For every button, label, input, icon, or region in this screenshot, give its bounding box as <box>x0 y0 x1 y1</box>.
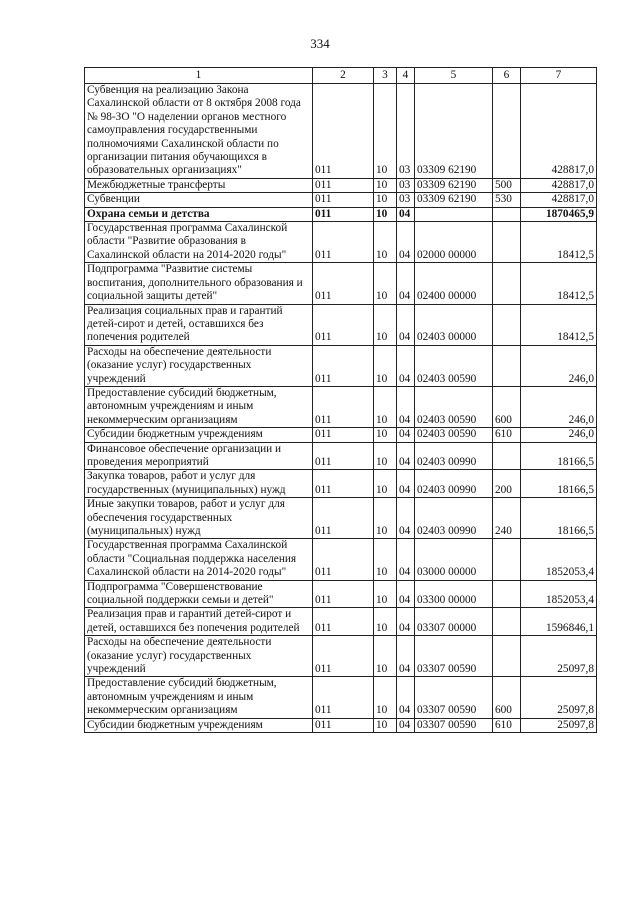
row-name: Расходы на обеспечение деятельности (оказание услуг) государственных учреждений <box>85 345 313 386</box>
table-row <box>85 636 597 677</box>
column-header-2: 2 <box>313 68 374 84</box>
row-expense-type <box>493 580 521 608</box>
column-header-6: 6 <box>493 68 521 84</box>
row-name: Реализация прав и гарантий детей-сирот и детей, оставшихся без попечения родителей <box>85 608 313 636</box>
table-row <box>85 386 597 427</box>
row-subsection-code: 03 <box>397 84 415 179</box>
row-expense-type <box>493 636 521 677</box>
row-subsection-code: 04 <box>397 539 415 580</box>
row-subsection-code: 04 <box>397 470 415 498</box>
row-name: Подпрограмма "Совершенствование социальной поддержки семьи и детей" <box>85 580 313 608</box>
column-header-7: 7 <box>521 68 597 84</box>
table-row <box>85 84 597 179</box>
table-row <box>85 193 597 207</box>
row-subsection-code: 04 <box>397 222 415 263</box>
table-row <box>85 178 597 192</box>
row-section-code: 10 <box>374 84 397 179</box>
row-amount: 428817,0 <box>521 84 597 179</box>
row-admin-code: 011 <box>313 207 374 221</box>
row-admin-code: 011 <box>313 178 374 192</box>
row-section-code: 10 <box>374 442 397 470</box>
row-name: Государственная программа Сахалинской области "Развитие образования в Сахалинской области на 2014-2020 годы" <box>85 222 313 263</box>
row-section-code: 10 <box>374 580 397 608</box>
row-admin-code: 011 <box>313 442 374 470</box>
column-header-1: 1 <box>85 68 313 84</box>
row-expense-type <box>493 207 521 221</box>
page-number: 334 <box>310 36 330 51</box>
row-admin-code: 011 <box>313 580 374 608</box>
column-header-4: 4 <box>397 68 415 84</box>
row-admin-code: 011 <box>313 539 374 580</box>
row-amount: 25097,8 <box>521 636 597 677</box>
row-name: Охрана семьи и детства <box>85 207 313 221</box>
table-row <box>85 263 597 304</box>
row-admin-code: 011 <box>313 263 374 304</box>
row-name: Государственная программа Сахалинской области "Социальная поддержка населения Сахалинской области на 2014-2020 годы" <box>85 539 313 580</box>
row-target-code: 02403 00990 <box>415 442 493 470</box>
row-amount: 18412,5 <box>521 304 597 345</box>
table-row <box>85 677 597 718</box>
row-target-code: 02403 00000 <box>415 304 493 345</box>
table-row <box>85 498 597 539</box>
row-name: Расходы на обеспечение деятельности (оказание услуг) государственных учреждений <box>85 636 313 677</box>
table-row <box>85 207 597 221</box>
row-expense-type <box>493 263 521 304</box>
row-target-code: 02403 00990 <box>415 498 493 539</box>
row-target-code: 03307 00590 <box>415 718 493 732</box>
row-name: Межбюджетные трансферты <box>85 178 313 192</box>
row-name: Закупка товаров, работ и услуг для государственных (муниципальных) нужд <box>85 470 313 498</box>
row-amount: 246,0 <box>521 428 597 442</box>
row-admin-code: 011 <box>313 222 374 263</box>
row-target-code: 02403 00590 <box>415 428 493 442</box>
budget-table <box>84 67 597 733</box>
row-name: Субсидии бюджетным учреждениям <box>85 428 313 442</box>
row-amount: 1596846,1 <box>521 608 597 636</box>
row-amount: 18166,5 <box>521 498 597 539</box>
table-row <box>85 428 597 442</box>
row-target-code: 02000 00000 <box>415 222 493 263</box>
row-target-code: 03307 00000 <box>415 608 493 636</box>
row-amount: 1870465,9 <box>521 207 597 221</box>
row-section-code: 10 <box>374 386 397 427</box>
table-row <box>85 304 597 345</box>
table-row <box>85 608 597 636</box>
row-admin-code: 011 <box>313 386 374 427</box>
row-expense-type <box>493 608 521 636</box>
row-amount: 25097,8 <box>521 677 597 718</box>
row-expense-type: 200 <box>493 470 521 498</box>
row-subsection-code: 03 <box>397 178 415 192</box>
row-target-code: 03309 62190 <box>415 84 493 179</box>
row-name: Субсидии бюджетным учреждениям <box>85 718 313 732</box>
row-subsection-code: 04 <box>397 718 415 732</box>
row-admin-code: 011 <box>313 677 374 718</box>
row-amount: 428817,0 <box>521 178 597 192</box>
row-expense-type <box>493 304 521 345</box>
row-expense-type <box>493 539 521 580</box>
row-target-code: 03309 62190 <box>415 193 493 207</box>
table-row <box>85 222 597 263</box>
row-target-code: 03300 00000 <box>415 580 493 608</box>
row-admin-code: 011 <box>313 304 374 345</box>
table-row <box>85 470 597 498</box>
row-section-code: 10 <box>374 345 397 386</box>
row-section-code: 10 <box>374 178 397 192</box>
row-section-code: 10 <box>374 263 397 304</box>
row-admin-code: 011 <box>313 470 374 498</box>
header-row <box>85 68 597 84</box>
row-section-code: 10 <box>374 470 397 498</box>
row-amount: 1852053,4 <box>521 539 597 580</box>
row-expense-type: 600 <box>493 677 521 718</box>
row-admin-code: 011 <box>313 428 374 442</box>
row-subsection-code: 04 <box>397 263 415 304</box>
row-subsection-code: 04 <box>397 442 415 470</box>
row-section-code: 10 <box>374 677 397 718</box>
table-row <box>85 442 597 470</box>
row-name: Предоставление субсидий бюджетным, автономным учреждениям и иным некоммерческим организациям <box>85 677 313 718</box>
row-subsection-code: 04 <box>397 304 415 345</box>
row-amount: 18412,5 <box>521 263 597 304</box>
row-subsection-code: 04 <box>397 608 415 636</box>
row-admin-code: 011 <box>313 84 374 179</box>
row-target-code: 02400 00000 <box>415 263 493 304</box>
table-row <box>85 718 597 732</box>
row-section-code: 10 <box>374 539 397 580</box>
row-section-code: 10 <box>374 718 397 732</box>
table-row <box>85 580 597 608</box>
row-section-code: 10 <box>374 304 397 345</box>
row-expense-type <box>493 222 521 263</box>
row-expense-type: 240 <box>493 498 521 539</box>
row-amount: 1852053,4 <box>521 580 597 608</box>
row-name: Реализация социальных прав и гарантий детей-сирот и детей, оставшихся без попечения родителей <box>85 304 313 345</box>
row-target-code: 03309 62190 <box>415 178 493 192</box>
row-section-code: 10 <box>374 636 397 677</box>
row-target-code: 02403 00590 <box>415 386 493 427</box>
row-section-code: 10 <box>374 428 397 442</box>
row-section-code: 10 <box>374 193 397 207</box>
row-section-code: 10 <box>374 498 397 539</box>
row-target-code: 02403 00990 <box>415 470 493 498</box>
row-subsection-code: 04 <box>397 636 415 677</box>
row-target-code <box>415 207 493 221</box>
row-expense-type: 600 <box>493 386 521 427</box>
column-header-3: 3 <box>374 68 397 84</box>
table-row <box>85 539 597 580</box>
column-header-5: 5 <box>415 68 493 84</box>
row-name: Подпрограмма "Развитие системы воспитания, дополнительного образования и социальной защиты детей" <box>85 263 313 304</box>
row-amount: 246,0 <box>521 386 597 427</box>
row-admin-code: 011 <box>313 345 374 386</box>
row-expense-type: 530 <box>493 193 521 207</box>
row-target-code: 03307 00590 <box>415 636 493 677</box>
row-admin-code: 011 <box>313 718 374 732</box>
row-expense-type <box>493 345 521 386</box>
row-name: Иные закупки товаров, работ и услуг для обеспечения государственных (муниципальных) нужд <box>85 498 313 539</box>
row-expense-type: 610 <box>493 718 521 732</box>
row-amount: 246,0 <box>521 345 597 386</box>
row-target-code: 03000 00000 <box>415 539 493 580</box>
row-subsection-code: 03 <box>397 193 415 207</box>
row-admin-code: 011 <box>313 636 374 677</box>
row-amount: 18166,5 <box>521 442 597 470</box>
row-amount: 18166,5 <box>521 470 597 498</box>
row-target-code: 02403 00590 <box>415 345 493 386</box>
row-subsection-code: 04 <box>397 428 415 442</box>
row-subsection-code: 04 <box>397 386 415 427</box>
row-admin-code: 011 <box>313 498 374 539</box>
row-subsection-code: 04 <box>397 345 415 386</box>
row-amount: 18412,5 <box>521 222 597 263</box>
row-name: Финансовое обеспечение организации и проведения мероприятий <box>85 442 313 470</box>
row-admin-code: 011 <box>313 193 374 207</box>
row-admin-code: 011 <box>313 608 374 636</box>
row-subsection-code: 04 <box>397 498 415 539</box>
row-expense-type: 610 <box>493 428 521 442</box>
row-amount: 428817,0 <box>521 193 597 207</box>
row-expense-type <box>493 84 521 179</box>
row-name: Предоставление субсидий бюджетным, автономным учреждениям и иным некоммерческим организациям <box>85 386 313 427</box>
row-section-code: 10 <box>374 207 397 221</box>
row-amount: 25097,8 <box>521 718 597 732</box>
row-expense-type <box>493 442 521 470</box>
row-section-code: 10 <box>374 222 397 263</box>
table-row <box>85 345 597 386</box>
row-subsection-code: 04 <box>397 207 415 221</box>
row-subsection-code: 04 <box>397 580 415 608</box>
row-section-code: 10 <box>374 608 397 636</box>
row-name: Субвенции <box>85 193 313 207</box>
row-subsection-code: 04 <box>397 677 415 718</box>
row-expense-type: 500 <box>493 178 521 192</box>
row-target-code: 03307 00590 <box>415 677 493 718</box>
row-name: Субвенция на реализацию Закона Сахалинской области от 8 октября 2008 года № 98-ЗО "О наделении органов местного самоуправления государственными полномочиями Сахалинской области по организации питания обучающихся в образовательных организациях" <box>85 84 313 179</box>
